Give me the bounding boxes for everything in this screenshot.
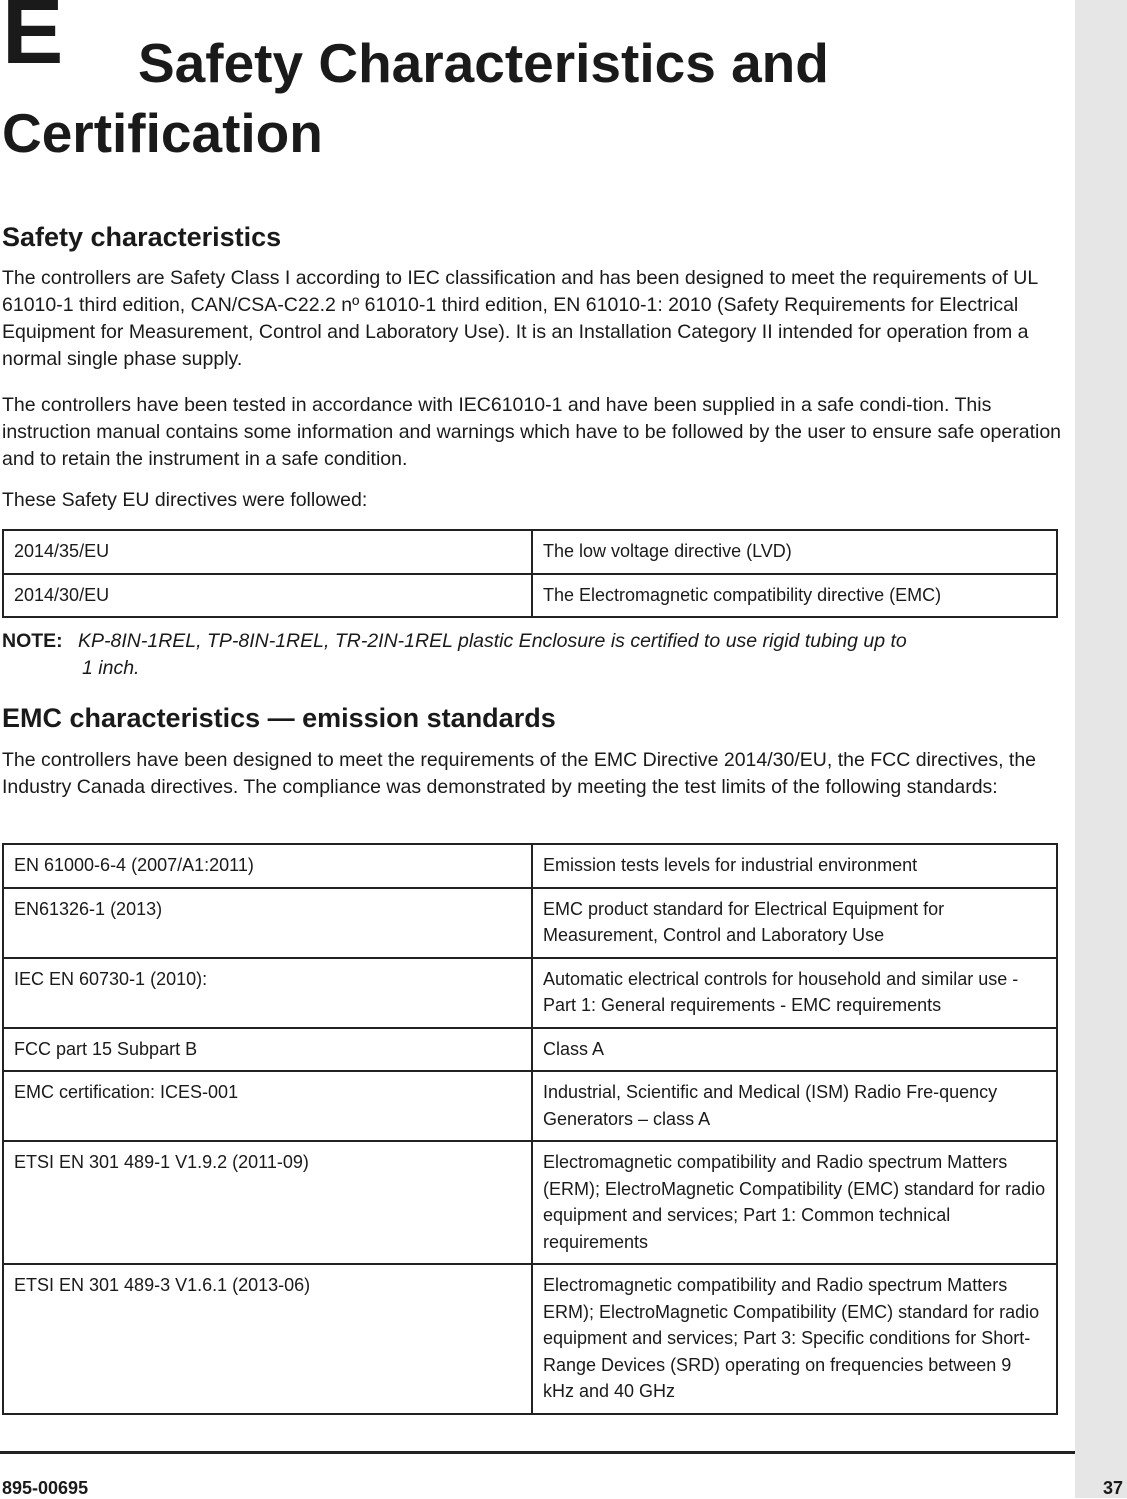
chapter-title-line1: Safety Characteristics and	[138, 32, 829, 94]
page-margin-bar	[1075, 0, 1127, 1498]
note-block	[2, 628, 1062, 682]
standard-name: EN61326-1 (2013)	[3, 888, 532, 958]
standard-description: Automatic electrical controls for household and similar use - Part 1: General requirements - EMC requirements	[532, 958, 1057, 1028]
standard-description: EMC product standard for Electrical Equipment for Measurement, Control and Laboratory Use	[532, 888, 1057, 958]
directive-code: 2014/30/EU	[3, 574, 532, 618]
emc-paragraph: The controllers have been designed to meet the requirements of the EMC Directive 2014/30/EU, the FCC directives, the Industry Canada directives. The compliance was demonstrated by meeting the test limits of the following standards:	[2, 749, 1037, 798]
safety-heading: Safety characteristics	[2, 222, 282, 252]
directive-code: 2014/35/EU	[3, 530, 532, 574]
standard-description: Industrial, Scientific and Medical (ISM) Radio Fre-quency Generators – class A	[532, 1071, 1057, 1141]
directive-description: The Electromagnetic compatibility directive (EMC)	[532, 574, 1057, 618]
standards-table	[2, 843, 1058, 1415]
table-row	[3, 844, 1057, 888]
table-row	[3, 530, 1057, 574]
footer-page-number: 37	[1103, 1478, 1124, 1498]
standard-name: IEC EN 60730-1 (2010):	[3, 958, 532, 1028]
standard-name: EN 61000-6-4 (2007/A1:2011)	[3, 844, 532, 888]
note-label: NOTE:	[2, 630, 63, 652]
footer-rule	[0, 1451, 1075, 1454]
footer-doc-number: 895-00695	[2, 1478, 89, 1498]
safety-paragraph-2: The controllers have been tested in accordance with IEC61010-1 and have been supplied in a safe condi-tion. This instruction manual contains some information and warnings which have to be followed by the user to ensure safe operation and to retain the instrument in a safe condition.	[2, 394, 1062, 470]
standard-description: Electromagnetic compatibility and Radio spectrum Matters (ERM); ElectroMagnetic Compatibility (EMC) standard for radio equipment and services; Part 1: Common technical requirements	[532, 1141, 1057, 1264]
table-row	[3, 888, 1057, 958]
table-row	[3, 574, 1057, 618]
note-text-line1: KP-8IN-1REL, TP-8IN-1REL, TR-2IN-1REL plastic Enclosure is certified to use rigid tubing up to	[78, 630, 907, 652]
table-row	[3, 1028, 1057, 1072]
chapter-letter: E	[2, 0, 64, 83]
directive-description: The low voltage directive (LVD)	[532, 530, 1057, 574]
standard-name: ETSI EN 301 489-3 V1.6.1 (2013-06)	[3, 1264, 532, 1414]
emc-heading: EMC characteristics — emission standards	[2, 703, 556, 733]
chapter-title-line2: Certification	[2, 102, 323, 164]
standard-name: FCC part 15 Subpart B	[3, 1028, 532, 1072]
table-row	[3, 958, 1057, 1028]
safety-paragraph-3: These Safety EU directives were followed:	[2, 489, 368, 511]
standard-name: ETSI EN 301 489-1 V1.9.2 (2011-09)	[3, 1141, 532, 1264]
note-text-line2: 1 inch.	[82, 657, 140, 679]
directives-table	[2, 529, 1058, 618]
table-row	[3, 1141, 1057, 1264]
standard-description: Electromagnetic compatibility and Radio spectrum Matters ERM); ElectroMagnetic Compatibility (EMC) standard for radio equipment and services; Part 3: Specific conditions for Short-Range Devices (SRD) operating on frequencies between 9 kHz and 40 GHz	[532, 1264, 1057, 1414]
table-row	[3, 1071, 1057, 1141]
table-row	[3, 1264, 1057, 1414]
standard-description: Class A	[532, 1028, 1057, 1072]
standard-name: EMC certification: ICES-001	[3, 1071, 532, 1141]
safety-paragraph-1: The controllers are Safety Class I according to IEC classification and has been designed to meet the requirements of UL 61010-1 third edition, CAN/CSA-C22.2 nº 61010-1 third edition, EN 61010-1: 2010 (Safety Requirements for Electrical Equipment for Measurement, Control and Laboratory Use). It is an Installation Category II intended for operation from a normal single phase supply.	[2, 267, 1038, 370]
standard-description: Emission tests levels for industrial environment	[532, 844, 1057, 888]
